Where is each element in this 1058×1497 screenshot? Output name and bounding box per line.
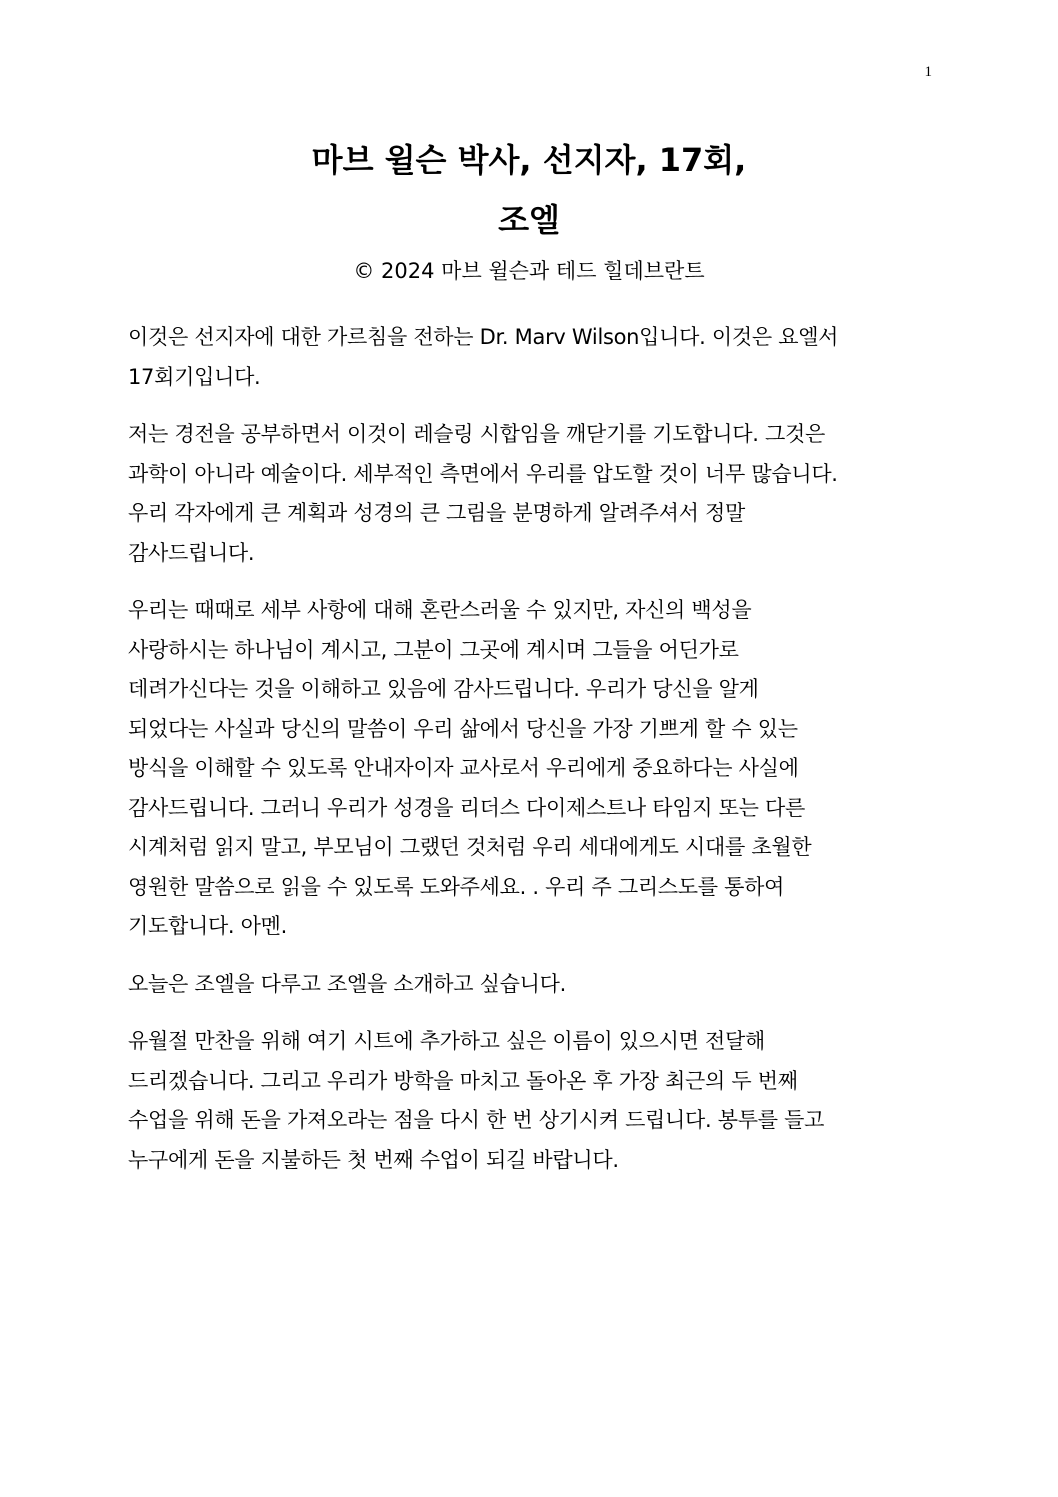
paragraph-4 — [128, 965, 933, 1005]
paragraph-3 — [128, 591, 933, 947]
paragraph-line: 우리는 때때로 세부 사항에 대해 혼란스러울 수 있지만, 자신의 백성을 — [128, 598, 752, 622]
paragraph-line: 감사드립니다. 그러니 우리가 성경을 리더스 다이제스트나 타임지 또는 다른 — [128, 795, 805, 820]
paragraph-line: 사랑하시는 하나님이 계시고, 그분이 그곳에 계시며 그들을 어딘가로 — [128, 637, 739, 662]
paragraph-line: 되었다는 사실과 당신의 말씀이 우리 삶에서 당신을 가장 기쁘게 할 수 있는 — [128, 716, 798, 741]
paragraph-2 — [128, 415, 933, 573]
paragraph-line: 유월절 만찬을 위해 여기 시트에 추가하고 싶은 이름이 있으시면 전달해 — [128, 1029, 765, 1053]
page-title-line-2: 조엘 — [498, 201, 560, 239]
paragraph-line: 데려가신다는 것을 이해하고 있음에 감사드립니다. 우리가 당신을 알게 — [128, 677, 759, 701]
paragraph-line: 이것은 선지자에 대한 가르침을 전하는 Dr. Marv Wilson입니다. 이것은 요엘서 — [128, 325, 839, 349]
paragraph-line: 감사드립니다. — [128, 540, 255, 565]
page-number: 1 — [924, 64, 932, 80]
paragraph-line: 시계처럼 읽지 말고, 부모님이 그랬던 것처럼 우리 세대에게도 시대를 초월한 — [128, 835, 812, 859]
paragraph-line: 방식을 이해할 수 있도록 안내자이자 교사로서 우리에게 중요하다는 사실에 — [128, 756, 799, 780]
paragraph-line: 17회기입니다. — [128, 364, 261, 389]
copyright-notice: © 2024 마브 윌슨과 테드 힐데브란트 — [353, 259, 705, 283]
paragraph-5 — [128, 1022, 933, 1180]
paragraph-line: 과학이 아니라 예술이다. 세부적인 측면에서 우리를 압도할 것이 너무 많습니다. — [128, 461, 838, 486]
page-title-line-1: 마브 윌슨 박사, 선지자, 17회, — [311, 141, 747, 179]
paragraph-line: 저는 경전을 공부하면서 이것이 레슬링 시합임을 깨닫기를 기도합니다. 그것은 — [128, 422, 825, 446]
paragraph-line: 우리 각자에게 큰 계획과 성경의 큰 그림을 분명하게 알려주셔서 정말 — [128, 501, 745, 525]
document-body — [128, 318, 933, 1198]
paragraph-line: 오늘은 조엘을 다루고 조엘을 소개하고 싶습니다. — [128, 971, 566, 996]
paragraph-line: 기도합니다. 아멘. — [128, 914, 288, 938]
paragraph-line: 수업을 위해 돈을 가져오라는 점을 다시 한 번 상기시켜 드립니다. 봉투를 들고 — [128, 1108, 825, 1132]
paragraph-line: 영원한 말씀으로 읽을 수 있도록 도와주세요. . 우리 주 그리스도를 통하여 — [128, 874, 785, 899]
paragraph-line: 누구에게 돈을 지불하든 첫 번째 수업이 되길 바랍니다. — [128, 1147, 619, 1172]
paragraph-1 — [128, 318, 933, 397]
paragraph-line: 드리겠습니다. 그리고 우리가 방학을 마치고 돌아온 후 가장 최근의 두 번째 — [128, 1068, 798, 1093]
